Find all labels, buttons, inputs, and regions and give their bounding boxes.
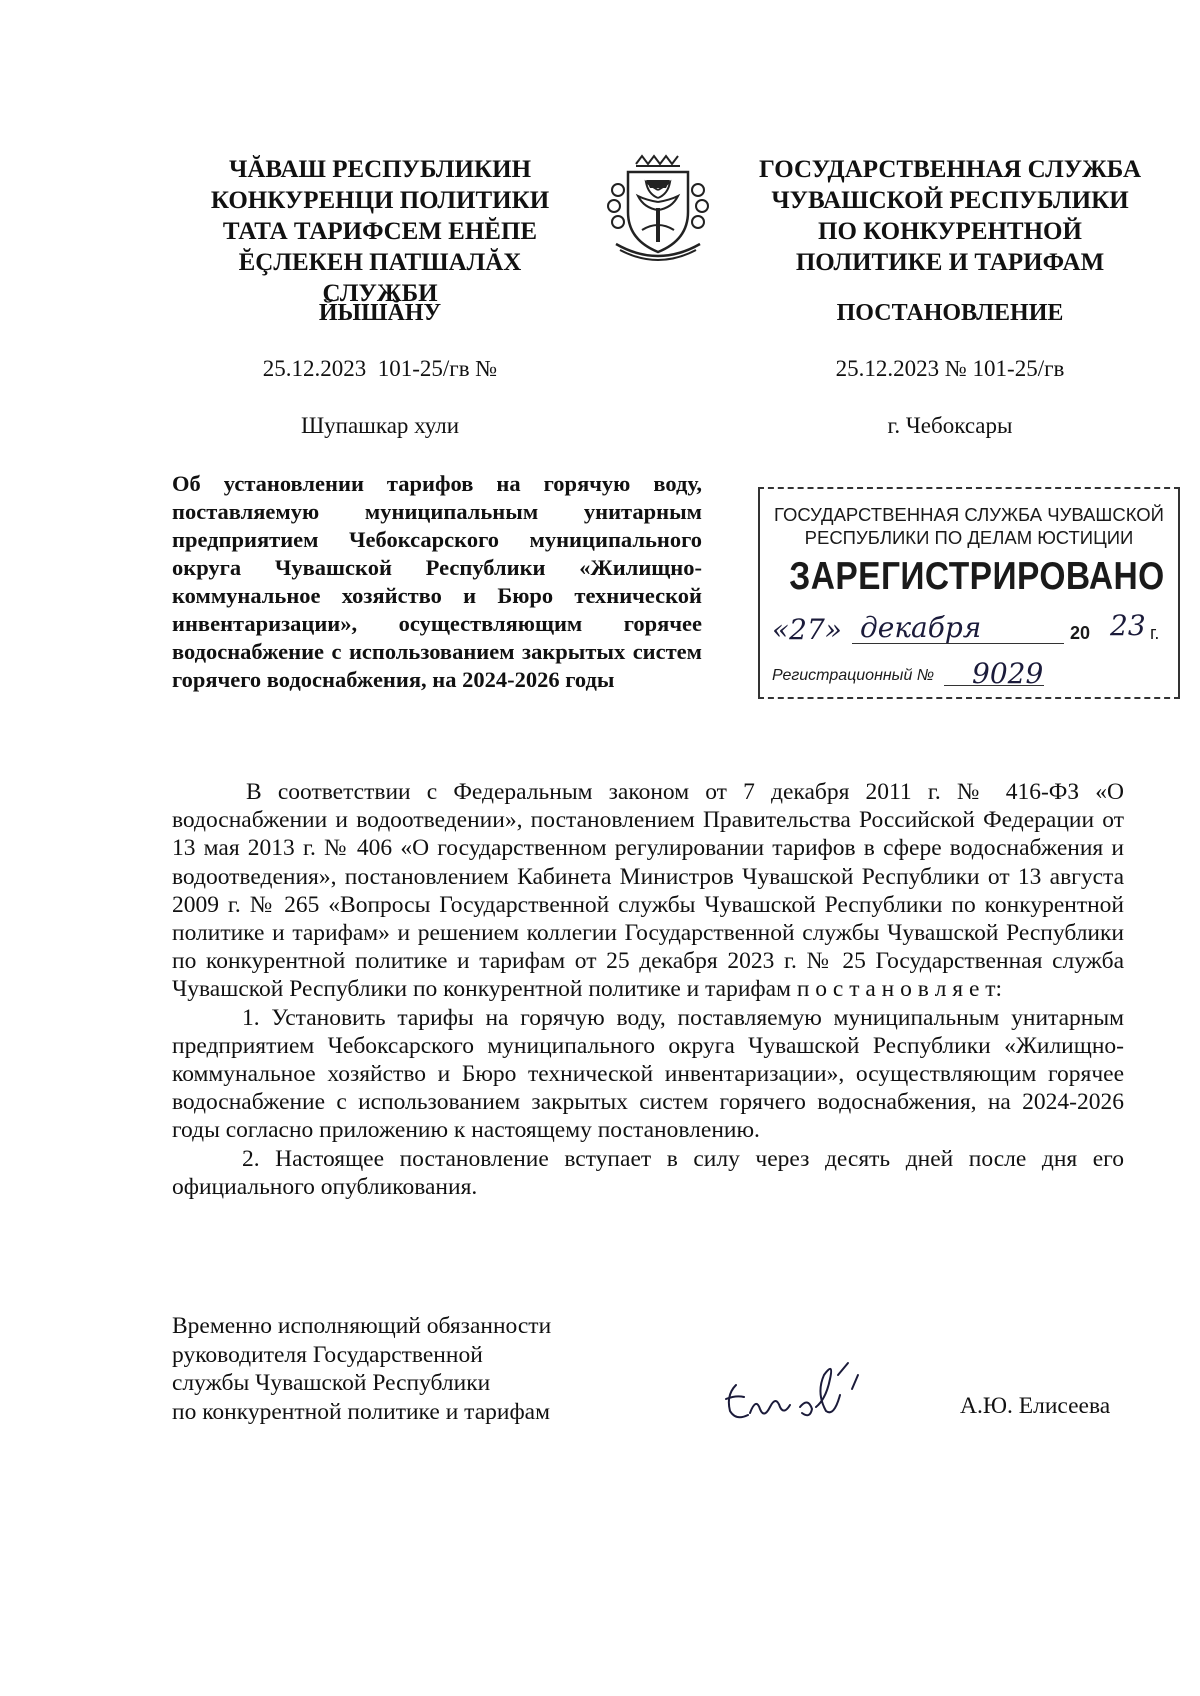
stamp-org-line: РЕСПУБЛИКИ ПО ДЕЛАМ ЮСТИЦИИ [804,527,1134,548]
stamp-day: «27» [772,613,842,646]
doc-number-chuvash: 25.12.2023 101-25/гв № [262,356,498,381]
chuvash-coat-of-arms-icon [602,150,714,268]
stamp-registered-label: ЗАРЕГИСТРИРОВАНО [789,555,1165,598]
body-item-2: 2. Настоящее постановление вступает в силу через десять дней после дня его официального опубликования. [172,1145,1124,1200]
signatory-position [172,1312,592,1426]
header-right-line: ПО КОНКУРЕНТНОЙ [818,218,1082,245]
stamp-year-prefix: 20 [1070,623,1091,643]
stamp-month: декабря [860,611,982,644]
stamp-regnum-label: Регистрационный № [772,667,935,684]
header-left-line: ТАТА ТАРИФСЕМ ЕНĔПЕ [222,218,538,245]
handwritten-signature-icon [712,1355,892,1435]
header-right-line: ЧУВАШСКОЙ РЕСПУБЛИКИ [771,187,1129,214]
stamp-regnum-underline [944,685,1044,686]
body-preamble: В соответствии с Федеральным законом от 7 декабря 2011 г. № 416-ФЗ «О водоснабжении и водоотведении», постановлением Правительства Российской Федерации от 13 мая 2013 г. № 406 «О государственном регулировании тарифов в сфере водоснабжения и водоотведения», постановлением Кабинета Министров Чувашской Республики от 13 августа 2009 г. № 265 «Вопросы Государственной службы Чувашской Республики по конкурентной политике и тарифам» и решением коллегии Государственной службы Чувашской Республики по конкурентной политике и тарифам от 25 декабря 2023 г. № 25 Государственная служба Чувашской Республики по конкурентной политике и тарифам п о с т а н о в л я е т: [172,779,1124,1003]
stamp-date-row [772,609,1166,647]
stamp-organization [760,503,1178,549]
signatory-position-line: по конкурентной политике и тарифам [172,1398,550,1425]
header-left-line: ĔÇЛЕКЕН ПАТШАЛĂХ СЛУЖБИ [238,249,522,307]
header-left-line: ЧĂВАШ РЕСПУБЛИКИН [228,156,532,183]
header-left-chuvash [180,154,580,309]
body-item-1: 1. Установить тарифы на горячую воду, поставляемую муниципальным унитарным предприятием Чебоксарского муниципального округа Чувашской Республики «Жилищно-коммунальное хозяйство и Бюро технической инвентаризации», осуществляющим горячее водоснабжение с использованием закрытых систем горячего водоснабжения, на 2024-2026 годы согласно приложению к настоящему постановлению. [172,1004,1124,1144]
signatory-position-line: службы Чувашской Республики [172,1370,491,1396]
city-russian: г. Чебоксары [887,413,1013,438]
doc-number-russian: 25.12.2023 № 101-25/гв [835,356,1065,381]
signatory-position-line: Временно исполняющий обязанности [172,1313,552,1339]
doc-type-russian: ПОСТАНОВЛЕНИЕ [836,300,1064,326]
document-body [172,778,1124,1201]
header-right-russian [740,154,1160,278]
stamp-date-underline [852,643,1064,644]
signatory-position-line: руководителя Государственной [172,1341,483,1368]
doc-type-chuvash: ЙЫШĂНУ [318,300,442,326]
registration-stamp [758,487,1180,699]
document-subject: Об установлении тарифов на горячую воду, поставляемую муниципальным унитарным предприятием Чебоксарского муниципального округа Чувашской Республики «Жилищно-коммунальное хозяйство и Бюро технической инвентаризации», осуществляющим горячее водоснабжение с использованием закрытых систем горячего водоснабжения, на 2024-2026 годы [172,471,702,692]
stamp-regnum-row [772,659,1166,689]
stamp-regnum: 9029 [972,657,1044,690]
city-chuvash: Шупашкар хули [300,413,460,438]
stamp-year-suffix: 23 [1110,609,1146,642]
stamp-year-g: г. [1150,623,1160,643]
header-left-line: КОНКУРЕНЦИ ПОЛИТИКИ [210,187,550,214]
signatory-name: А.Ю. Елисеева [960,1393,1111,1419]
header-right-line: ГОСУДАРСТВЕННАЯ СЛУЖБА [758,156,1142,183]
stamp-org-line: ГОСУДАРСТВЕННАЯ СЛУЖБА ЧУВАШСКОЙ [774,504,1164,525]
header-right-line: ПОЛИТИКЕ И ТАРИФАМ [795,249,1105,276]
